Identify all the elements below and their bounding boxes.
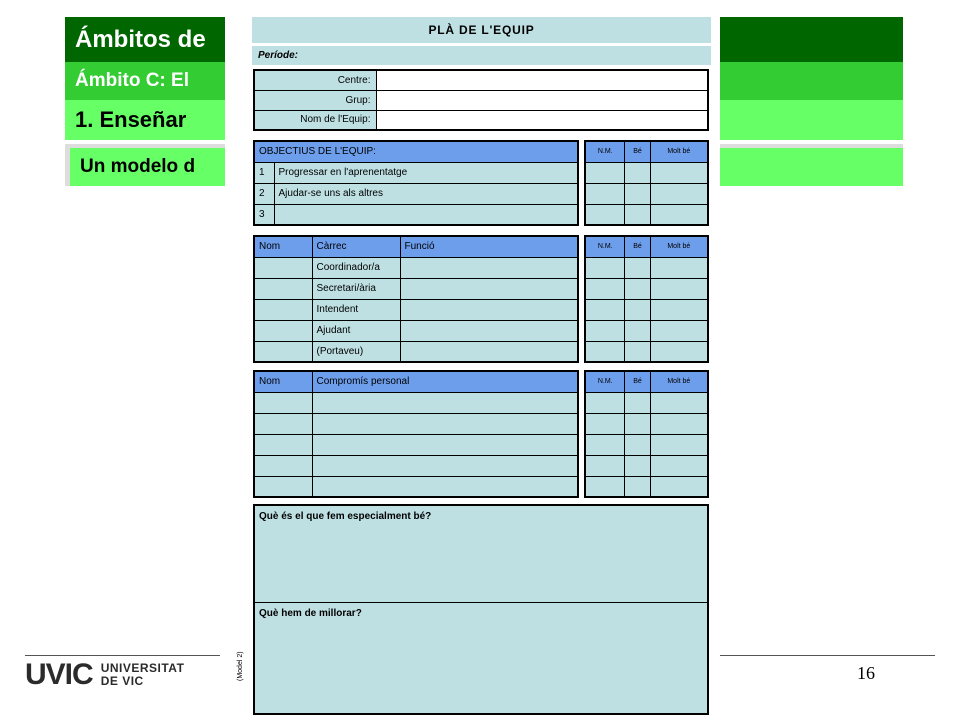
eval-row bbox=[585, 392, 708, 413]
eval-cell[interactable] bbox=[585, 455, 625, 476]
eval-cell[interactable] bbox=[585, 257, 625, 278]
eval-row bbox=[585, 455, 708, 476]
roles-header-row bbox=[254, 236, 578, 257]
logo-line-2: DE VIC bbox=[100, 674, 144, 688]
role-row bbox=[254, 299, 578, 320]
commitment-row bbox=[254, 413, 578, 434]
role-title: Ajudant bbox=[312, 320, 400, 341]
objectives-header: OBJECTIUS DE L'EQUIP: bbox=[254, 141, 578, 162]
question-improve: Què hem de millorar? bbox=[259, 608, 362, 619]
info-row bbox=[254, 90, 708, 110]
commitment-text[interactable] bbox=[312, 392, 578, 413]
slide-subtitle-text: Ámbito C: El bbox=[75, 70, 189, 91]
eval-cell[interactable] bbox=[585, 413, 625, 434]
eval-row bbox=[585, 434, 708, 455]
commitment-row bbox=[254, 434, 578, 455]
eval-cell[interactable] bbox=[650, 320, 708, 341]
commitments-table bbox=[253, 370, 579, 498]
role-title: Intendent bbox=[312, 299, 400, 320]
commitment-name[interactable] bbox=[254, 434, 312, 455]
commitments-header-row bbox=[254, 371, 578, 392]
commitments-header-compromis: Compromís personal bbox=[312, 371, 578, 392]
objectives-table bbox=[253, 140, 579, 226]
commitments-header-nom: Nom bbox=[254, 371, 312, 392]
commitments-eval-table bbox=[584, 370, 709, 498]
eval-cell[interactable] bbox=[585, 434, 625, 455]
eval-cell[interactable] bbox=[585, 278, 625, 299]
role-name[interactable] bbox=[254, 257, 312, 278]
role-name[interactable] bbox=[254, 320, 312, 341]
objective-num: 3 bbox=[254, 204, 274, 225]
eval-header-nm: N.M. bbox=[585, 141, 625, 162]
eval-cell[interactable] bbox=[625, 204, 650, 225]
eval-header-row bbox=[585, 236, 708, 257]
eval-cell[interactable] bbox=[625, 341, 650, 362]
commitment-row bbox=[254, 476, 578, 497]
eval-cell[interactable] bbox=[625, 183, 650, 204]
team-plan-document bbox=[225, 3, 720, 720]
eval-cell[interactable] bbox=[650, 341, 708, 362]
eval-cell[interactable] bbox=[585, 476, 625, 497]
roles-eval-table bbox=[584, 235, 709, 363]
eval-header-nm: N.M. bbox=[585, 371, 625, 392]
period-label: Període: bbox=[252, 46, 711, 65]
eval-row bbox=[585, 278, 708, 299]
role-function[interactable] bbox=[400, 320, 578, 341]
eval-cell[interactable] bbox=[650, 204, 708, 225]
reflection-divider bbox=[255, 602, 707, 603]
objective-row bbox=[254, 162, 578, 183]
eval-header-row bbox=[585, 141, 708, 162]
role-row bbox=[254, 341, 578, 362]
slide-section-text: 1. Enseñar bbox=[75, 107, 187, 132]
info-label-centre: Centre: bbox=[254, 70, 376, 90]
info-table bbox=[253, 69, 709, 131]
eval-row bbox=[585, 413, 708, 434]
eval-cell[interactable] bbox=[650, 434, 708, 455]
objective-text: Ajudar-se uns als altres bbox=[274, 183, 578, 204]
slide-subsection-text: Un modelo d bbox=[80, 156, 196, 177]
footer-divider-left bbox=[25, 655, 220, 656]
eval-row bbox=[585, 162, 708, 183]
info-row bbox=[254, 110, 708, 130]
eval-cell[interactable] bbox=[625, 162, 650, 183]
eval-header-row bbox=[585, 371, 708, 392]
eval-cell[interactable] bbox=[650, 257, 708, 278]
roles-header-nom: Nom bbox=[254, 236, 312, 257]
model-label: (Model 2) bbox=[237, 651, 244, 681]
eval-row bbox=[585, 257, 708, 278]
role-title: (Portaveu) bbox=[312, 341, 400, 362]
eval-cell[interactable] bbox=[585, 162, 625, 183]
info-label-grup: Grup: bbox=[254, 90, 376, 110]
question-strengths: Què és el que fem especialment bé? bbox=[259, 511, 432, 522]
eval-cell[interactable] bbox=[585, 299, 625, 320]
eval-header-be: Bé bbox=[625, 236, 650, 257]
objective-row bbox=[254, 183, 578, 204]
eval-cell[interactable] bbox=[585, 204, 625, 225]
eval-cell[interactable] bbox=[650, 455, 708, 476]
eval-cell[interactable] bbox=[650, 392, 708, 413]
info-row bbox=[254, 70, 708, 90]
reflection-box bbox=[253, 504, 709, 715]
info-value-nom-equip[interactable] bbox=[376, 110, 708, 130]
commitment-name[interactable] bbox=[254, 476, 312, 497]
eval-header-nm: N.M. bbox=[585, 236, 625, 257]
objectives-eval-table bbox=[584, 140, 709, 226]
eval-cell[interactable] bbox=[625, 476, 650, 497]
role-name[interactable] bbox=[254, 278, 312, 299]
objective-text: Progressar en l'aprenentatge bbox=[274, 162, 578, 183]
commitment-name[interactable] bbox=[254, 392, 312, 413]
role-function[interactable] bbox=[400, 299, 578, 320]
eval-cell[interactable] bbox=[625, 413, 650, 434]
eval-cell[interactable] bbox=[625, 257, 650, 278]
commitment-row bbox=[254, 392, 578, 413]
objective-num: 1 bbox=[254, 162, 274, 183]
eval-cell[interactable] bbox=[625, 278, 650, 299]
role-function[interactable] bbox=[400, 278, 578, 299]
roles-header-carrec: Càrrec bbox=[312, 236, 400, 257]
commitment-text[interactable] bbox=[312, 455, 578, 476]
info-value-centre[interactable] bbox=[376, 70, 708, 90]
eval-cell[interactable] bbox=[650, 299, 708, 320]
eval-cell[interactable] bbox=[585, 341, 625, 362]
eval-row bbox=[585, 299, 708, 320]
uvic-logo bbox=[25, 660, 184, 690]
eval-cell[interactable] bbox=[650, 278, 708, 299]
logo-main-text: UVIC bbox=[25, 658, 93, 691]
logo-sub-text bbox=[101, 662, 185, 688]
logo-line-1: UNIVERSITAT bbox=[100, 661, 185, 675]
eval-cell[interactable] bbox=[585, 183, 625, 204]
eval-cell[interactable] bbox=[625, 392, 650, 413]
commitment-text[interactable] bbox=[312, 476, 578, 497]
roles-table bbox=[253, 235, 579, 363]
role-row bbox=[254, 278, 578, 299]
eval-cell[interactable] bbox=[650, 162, 708, 183]
eval-row bbox=[585, 320, 708, 341]
role-name[interactable] bbox=[254, 341, 312, 362]
eval-cell[interactable] bbox=[625, 299, 650, 320]
eval-header-be: Bé bbox=[625, 371, 650, 392]
eval-row bbox=[585, 341, 708, 362]
eval-header-molt-be: Molt bé bbox=[650, 371, 708, 392]
eval-cell[interactable] bbox=[585, 392, 625, 413]
eval-cell[interactable] bbox=[585, 320, 625, 341]
eval-row bbox=[585, 476, 708, 497]
eval-row bbox=[585, 204, 708, 225]
role-function[interactable] bbox=[400, 341, 578, 362]
eval-cell[interactable] bbox=[625, 434, 650, 455]
eval-cell[interactable] bbox=[625, 320, 650, 341]
footer-divider-right bbox=[720, 655, 935, 656]
commitment-row bbox=[254, 455, 578, 476]
info-value-grup[interactable] bbox=[376, 90, 708, 110]
role-row bbox=[254, 320, 578, 341]
objective-text bbox=[274, 204, 578, 225]
doc-title: PLÀ DE L'EQUIP bbox=[252, 17, 711, 43]
role-name[interactable] bbox=[254, 299, 312, 320]
roles-header-funcio: Funció bbox=[400, 236, 578, 257]
slide-title-text: Ámbitos de bbox=[75, 25, 206, 53]
page-number: 16 bbox=[857, 663, 875, 683]
info-label-nom-equip: Nom de l'Equip: bbox=[254, 110, 376, 130]
commitment-text[interactable] bbox=[312, 413, 578, 434]
objective-num: 2 bbox=[254, 183, 274, 204]
eval-row bbox=[585, 183, 708, 204]
role-title: Secretari/ària bbox=[312, 278, 400, 299]
eval-cell[interactable] bbox=[650, 183, 708, 204]
objectives-header-row bbox=[254, 141, 578, 162]
commitment-name[interactable] bbox=[254, 455, 312, 476]
role-row bbox=[254, 257, 578, 278]
commitment-name[interactable] bbox=[254, 413, 312, 434]
eval-cell[interactable] bbox=[625, 455, 650, 476]
eval-cell[interactable] bbox=[650, 476, 708, 497]
objective-row bbox=[254, 204, 578, 225]
role-function[interactable] bbox=[400, 257, 578, 278]
eval-header-molt-be: Molt bé bbox=[650, 236, 708, 257]
eval-header-molt-be: Molt bé bbox=[650, 141, 708, 162]
eval-cell[interactable] bbox=[650, 413, 708, 434]
role-title: Coordinador/a bbox=[312, 257, 400, 278]
commitment-text[interactable] bbox=[312, 434, 578, 455]
eval-header-be: Bé bbox=[625, 141, 650, 162]
